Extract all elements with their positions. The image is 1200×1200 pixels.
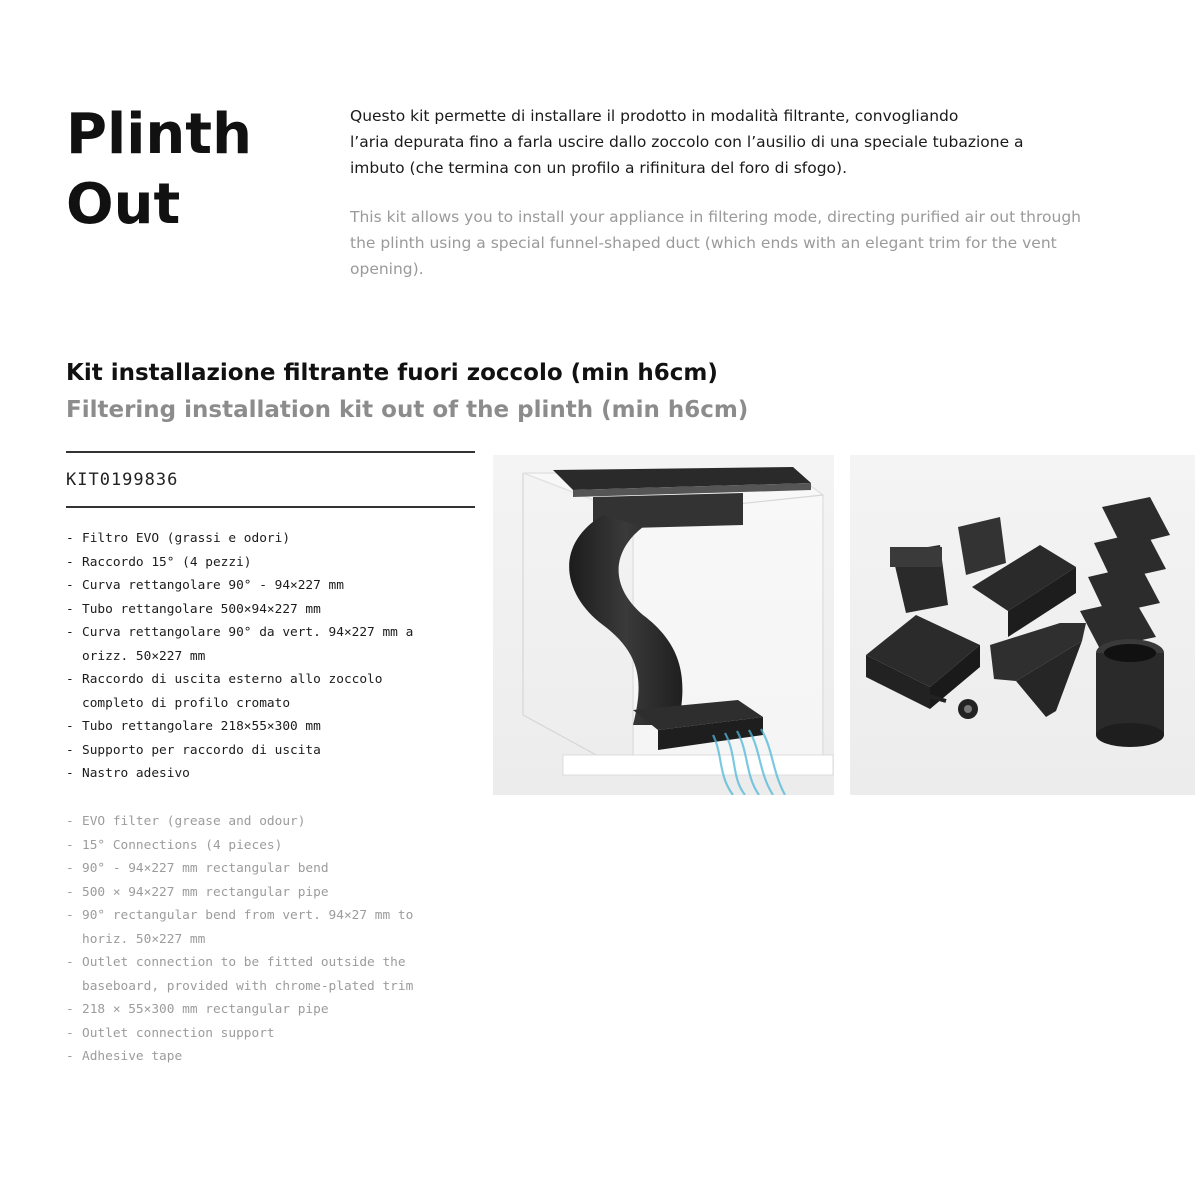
- intro-en-line: This kit allows you to install your appliance in filtering mode, directing purified air out through: [350, 208, 1082, 226]
- list-item: - Raccordo 15° (4 pezzi): [66, 554, 252, 570]
- list-item: - Outlet connection support: [66, 1025, 275, 1041]
- list-item: - 218 × 55×300 mm rectangular pipe: [66, 1002, 329, 1017]
- list-item: - Raccordo di uscita esterno allo zoccolo completo di profilo cromato: [66, 672, 383, 711]
- divider-top: [66, 451, 475, 453]
- list-item: - Tubo rettangolare 500×94×227 mm: [66, 601, 321, 617]
- installation-render-image: [493, 455, 834, 795]
- list-item: - Nastro adesivo: [66, 766, 190, 781]
- kit-title-italian: Kit installazione filtrante fuori zoccolo (min h6cm): [66, 360, 718, 386]
- installation-render-illustration: [493, 455, 834, 795]
- list-item: - 90° - 94×227 mm rectangular bend: [66, 861, 329, 876]
- intro-english: [350, 204, 1180, 282]
- list-item: - EVO filter (grease and odour): [66, 814, 306, 829]
- page-title-line-1: Plinth: [66, 102, 252, 167]
- kit-title-english: Filtering installation kit out of the plinth (min h6cm): [66, 397, 749, 423]
- divider-bottom: [66, 506, 475, 508]
- kit-contents-italian: [66, 527, 413, 786]
- list-item: - Adhesive tape: [66, 1049, 183, 1064]
- intro-en-line: the plinth using a special funnel-shaped duct (which ends with an elegant trim for the vent: [350, 234, 1057, 252]
- list-item: - 15° Connections (4 pieces): [66, 837, 283, 853]
- list-item: - 500 × 94×227 mm rectangular pipe: [66, 884, 329, 900]
- list-item: - 90° rectangular bend from vert. 94×27 mm to horiz. 50×227 mm: [66, 908, 414, 947]
- list-item: - Curva rettangolare 90° da vert. 94×227 mm a orizz. 50×227 mm: [66, 625, 414, 664]
- intro-en-line: opening).: [350, 260, 424, 278]
- kit-components-image: [850, 455, 1195, 795]
- list-item: - Supporto per raccordo di uscita: [66, 742, 321, 758]
- list-item: - Outlet connection to be fitted outside the baseboard, provided with chrome-plated trim: [66, 955, 414, 994]
- list-item: - Tubo rettangolare 218×55×300 mm: [66, 719, 321, 734]
- page-title-line-2: Out: [66, 172, 181, 237]
- kit-contents-english: [66, 810, 413, 1069]
- intro-it-line: imbuto (che termina con un profilo a rifinitura del foro di sfogo).: [350, 159, 848, 177]
- intro-italian: [350, 103, 1150, 181]
- intro-it-line: Questo kit permette di installare il prodotto in modalità filtrante, convogliando: [350, 107, 959, 125]
- list-item: - Curva rettangolare 90° - 94×227 mm: [66, 578, 344, 593]
- page-title: [66, 100, 252, 240]
- list-item: - Filtro EVO (grassi e odori): [66, 531, 291, 546]
- kit-components-illustration: [850, 455, 1195, 795]
- kit-code: KIT0199836: [66, 470, 179, 490]
- intro-it-line: l’aria depurata fino a farla uscire dallo zoccolo con l’ausilio di una speciale tubazione a: [350, 133, 1024, 151]
